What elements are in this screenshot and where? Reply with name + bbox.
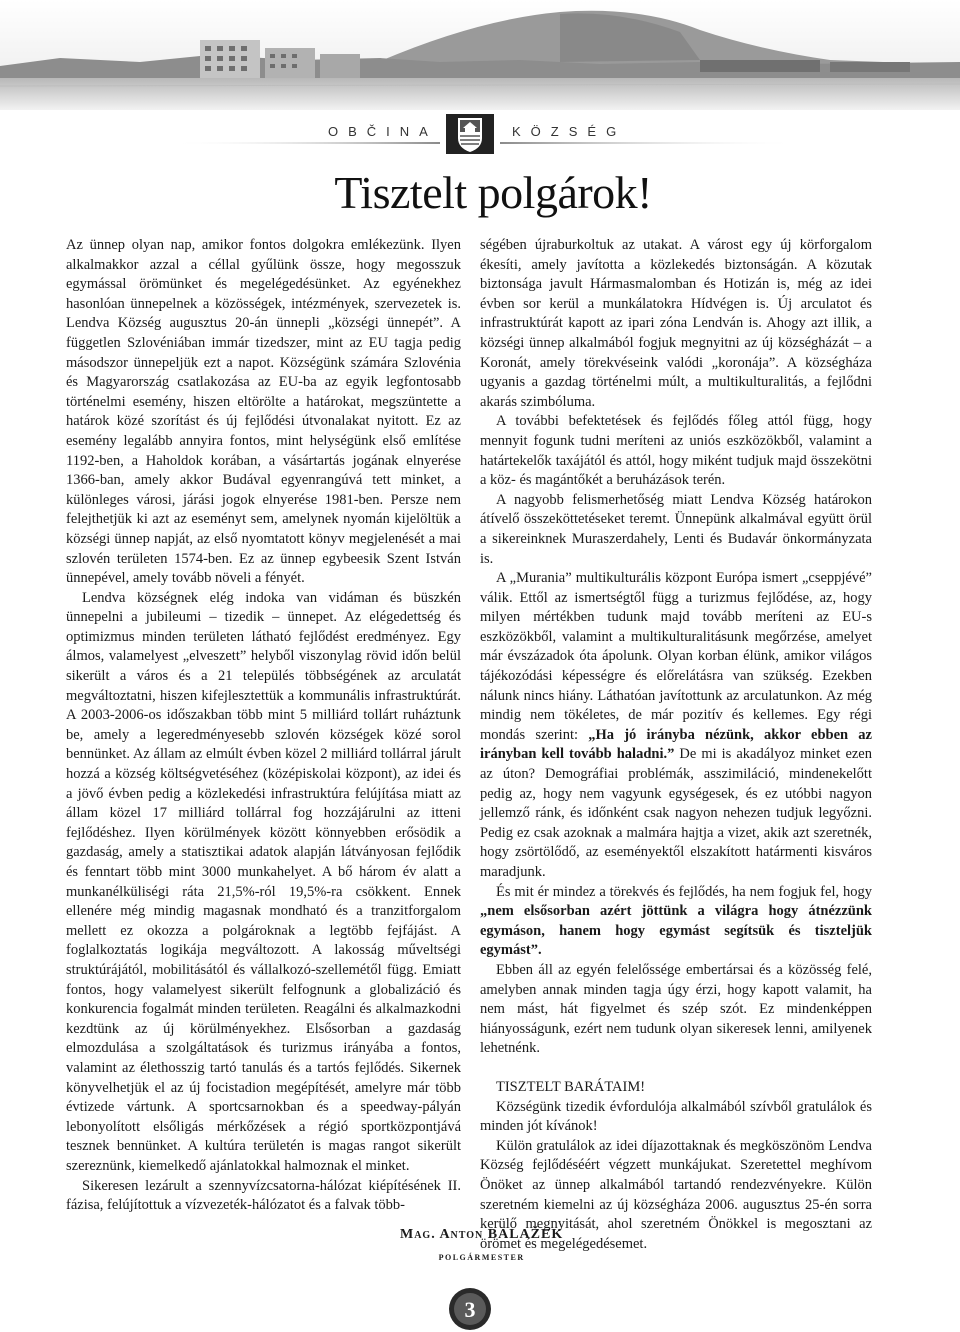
signature-name: Mag. Anton BALAŽEK [400, 1227, 564, 1242]
paragraph: ségében újraburkoltuk az utakat. A várost egy új körforgalom ékesíti, amely javította a közlekedés biztonságán. A közutak biztonsága javult Hármasmalomban és Hotizán is, még az idei évben sor kerül a munkálatokra Hídvégen is. Új arculatot és infrastruktúrát kapott az ipari zóna Lendván is. Ahogy azt illik, a községi ünnep alkalmából fogjuk megnyitni az új községházát – a Koronát, amely törekvéseink valódi „koronája”. A községháza ugyanis a gazdag történelmi múlt, a multikulturalitás, a fejlődni akarás szimbóluma. [480, 237, 872, 410]
left-column [66, 236, 461, 1216]
section-label-hungarian: KÖZSÉG [512, 124, 627, 139]
paragraph [480, 883, 872, 961]
paragraph [480, 569, 872, 883]
right-column [480, 236, 872, 1254]
page-number-badge [447, 1286, 493, 1332]
paragraph: Az ünnep olyan nap, amikor fontos dolgokra emlékezünk. Ilyen alkalmakkor azzal a céllal gyűlünk össze, hogy megosszuk egymással örömünket és megelégedésünket. Az egyénekhez hasonlóan ünnepelnek a közösségek, intézmények, szervezetek is. Lendva Község augusztus 20-án ünnepli „községi ünnepét”. A független Szlovéniában immár tizedszer, mint az EU tagja pedig másodszor ünnepeljük ezt a napot. Községünk számára Szlovénia és Magyarország csatlakozása az EU-ba az egyik legfontosabb történelmi esemény, hiszen eltörölte a határokat, megszüntette a határok közé szorítást és új fejlődési útvonalakat nyitott. Ez az esemény legalább annyira fontos, mint helységünk első említése 1192-ben, a Haholdok korában, a vásártartás jogának elnyerése 1366-ban, amely akkor Budával egyenrangúvá tett minket, a különleges városi, járási jogok elnyerése 1981-ben. Persze nem felejthetjük ki azt az eseményt sem, amelynek nyomán kijelöltük a községi ünnep napját, az első nyomtatott könyv megjelenését a mai szlovén területen 1574-ben. Ez az ünnep egybeesik Szent István ünnepével, amely tovább növeli a fényét. [66, 237, 461, 587]
paragraph: Lendva községnek elég indoka van vidáman és büszkén ünnepelni a jubileumi – tizedik – ünnepet. Az elégedettség és optimizmus minden területen látható fejlődést eredményez. Egy álmos, valamelyest „elveszett” helyből viszonylag rövid időn belül sikerült a város és a 21 település többségének az arculatát megváltoztatni, hiszen kifejlesztettük a kommunális infrastruktúrát. A 2003-2006-os időszakban több mint 5 milliárd tollárt ruháztunk be, amely a legeredményesebb szlovén községek közé sorol bennünket. Az állam az elmúlt évben közel 2 milliárd tollárral járult hozzá a község költségvetéséhez (középiskolai központ), az idei és a jövő évben pedig a közlekedési infrastruktúra felújítása miatt az állam közel 17 milliárd tollárral fog hozzájárulni az itteni fejlődéshez. Ilyen körülmények között könnyebben erősödik a gazdaság, amely a statisztikai adatok alapján látványosan fejlődik és fenntart több mint 3000 munkahelyet. A bő három év alatt a munkanélküliségi ráta 21,5%-ról 19,5%-ra csökkent. Ennek ellenére még mindig magasnak mondható és a tranzitforgalom mellett ez okozza a polgároknak a legtöbb fejfájást. A foglalkoztatás logikája megváltozott. A lakosság műveltségi struktúrájától, mobilitásától és vállalkozó-szellemétől függ. Emiatt fontos, hogy valamelyest sikerült felfognunk a globalizáció és konkurencia fogalmát minden területen. Reagálni és alkalmazkodni kezdtünk az új körülményekhez. Elsősorban a gazdaság elmozdulása a szolgáltatások és turizmus irányába a fontos, valamint az élethosszig tartó tanulás és a tartós fejlődés. Sikernek könyvelhetjük el az új focistadion megépítését, amelyre már több évtizede vártunk. A sportcsarnokban és a speedway-pályán lebonyolított elsőligás mérkőzések a régió sportközpontjává tesznek bennünket. A kultúra területén is magas rangot sikerült szereznünk, kiemelkedő ajánlatokkal halmoznak el minket. [66, 589, 461, 1174]
signature-block [400, 1224, 563, 1268]
page-number: 3 [464, 1297, 476, 1322]
header-landscape-banner [0, 0, 960, 110]
greeting-heading: TISZTELT BARÁTAIM! [496, 1078, 646, 1095]
landscape-image [0, 0, 960, 110]
paragraph: Külön gratulálok az idei díjazottaknak és megköszönöm Lendva Község fejlődéséért végzett munkájukat. Szeretettel meghívom Önöket az ünnep alkalmából tartandó rendezvényekre. Külön szeretném kiemelni az új községháza 2006. augusztus 25-én sorra kerülő megnyitását, ahol szeretném Önökkel is megosztani az örömet és megelégedésemet. [480, 1137, 872, 1252]
page-title: Tisztelt polgárok! [334, 167, 652, 218]
paragraph: A további befektetések és fejlődés főleg attól függ, hogy mennyit fogunk tudni meríteni az uniós eszközökből, valamint a határtekelők taxájától és attól, hogy miként tudjuk majd összekötni a köz- és magántőkét a beruházások terén. [480, 413, 872, 489]
section-label-slovene: OBČINA [328, 124, 438, 139]
coat-of-arms-icon [444, 110, 496, 158]
quote-bold: „nem elsősorban azért jöttünk a világra hogy átnézzünk egymáson, hanem hogy egymást segítsük és tiszteljük egymást”. [480, 903, 872, 959]
signature-role: polgármester [438, 1251, 525, 1263]
text-run: A „Murania” multikulturális központ Európa ismert „cseppjévé” válik. Ettől az ismertségtől függ a turizmus fejlődése, az, hogy milyen mértékben tudunk majd tovább meríteni az EU-s eszközökből, valamint a multikulturalitásunk megőrzése, amelyet már évszázadok óta ápolunk. Olyan korban élünk, amikor világos tájékozódási képességre és előrelátásra van szükség. Ezekben nálunk nincs hiány. Láthatóan javítottunk az arculatunkon. Az még mindig nem tökéletes, de már pozitív és kellemes. Egy régi mondás szerint: [480, 570, 872, 743]
quote-bold: „Ha jó irányba nézünk, akkor ebben az irányban kell tovább haladni.” [480, 726, 872, 763]
text-run: És mit ér mindez a törekvés és fejlődés, ha nem fogjuk fel, hogy [496, 883, 872, 900]
paragraph: A nagyobb felismerhetőség miatt Lendva Község határokon átívelő összeköttetéseket teremt. Ünnepünk alkalmával együtt örül a sikereinknek Muraszerdahely, Lenti és Budavár önkormányzata is. [480, 491, 872, 567]
text-run: De mi is akadályoz minket ezen az úton? Demográfiai problémák, asszimiláció, mindenekelőtt pedig az, hogy nem vagyunk egységesek, és ez utóbbi nagyon jellemző ránk, és időnként csak nagyon nehezen tudjuk legyőzni. Pedig ez csak azoknak a malmára hajtja a vizet, akik azt szeretnék, hogy zsörtölődő, az eseményektől elszakított határmenti kisváros maradjunk. [480, 746, 872, 880]
paragraph: Községünk tizedik évfordulója alkalmából szívből gratulálok és minden jót kívánok! [480, 1098, 872, 1135]
paragraph: Ebben áll az egyén felelőssége embertársai és a közösség felé, amelyben annak minden tagja úgy érzi, hogy kapott valamit, ha nem mást, hát figyelmet és szép szót. Ez mindenképpen hiányosságunk, ezért nem tudunk olyan sikeresek lenni, amilyenek lehetnénk. [480, 961, 872, 1057]
paragraph: Sikeresen lezárult a szennyvízcsatorna-hálózat kiépítésének II. fázisa, felújítottuk a vízvezeték-hálózatot és a falvak több- [66, 1177, 461, 1214]
